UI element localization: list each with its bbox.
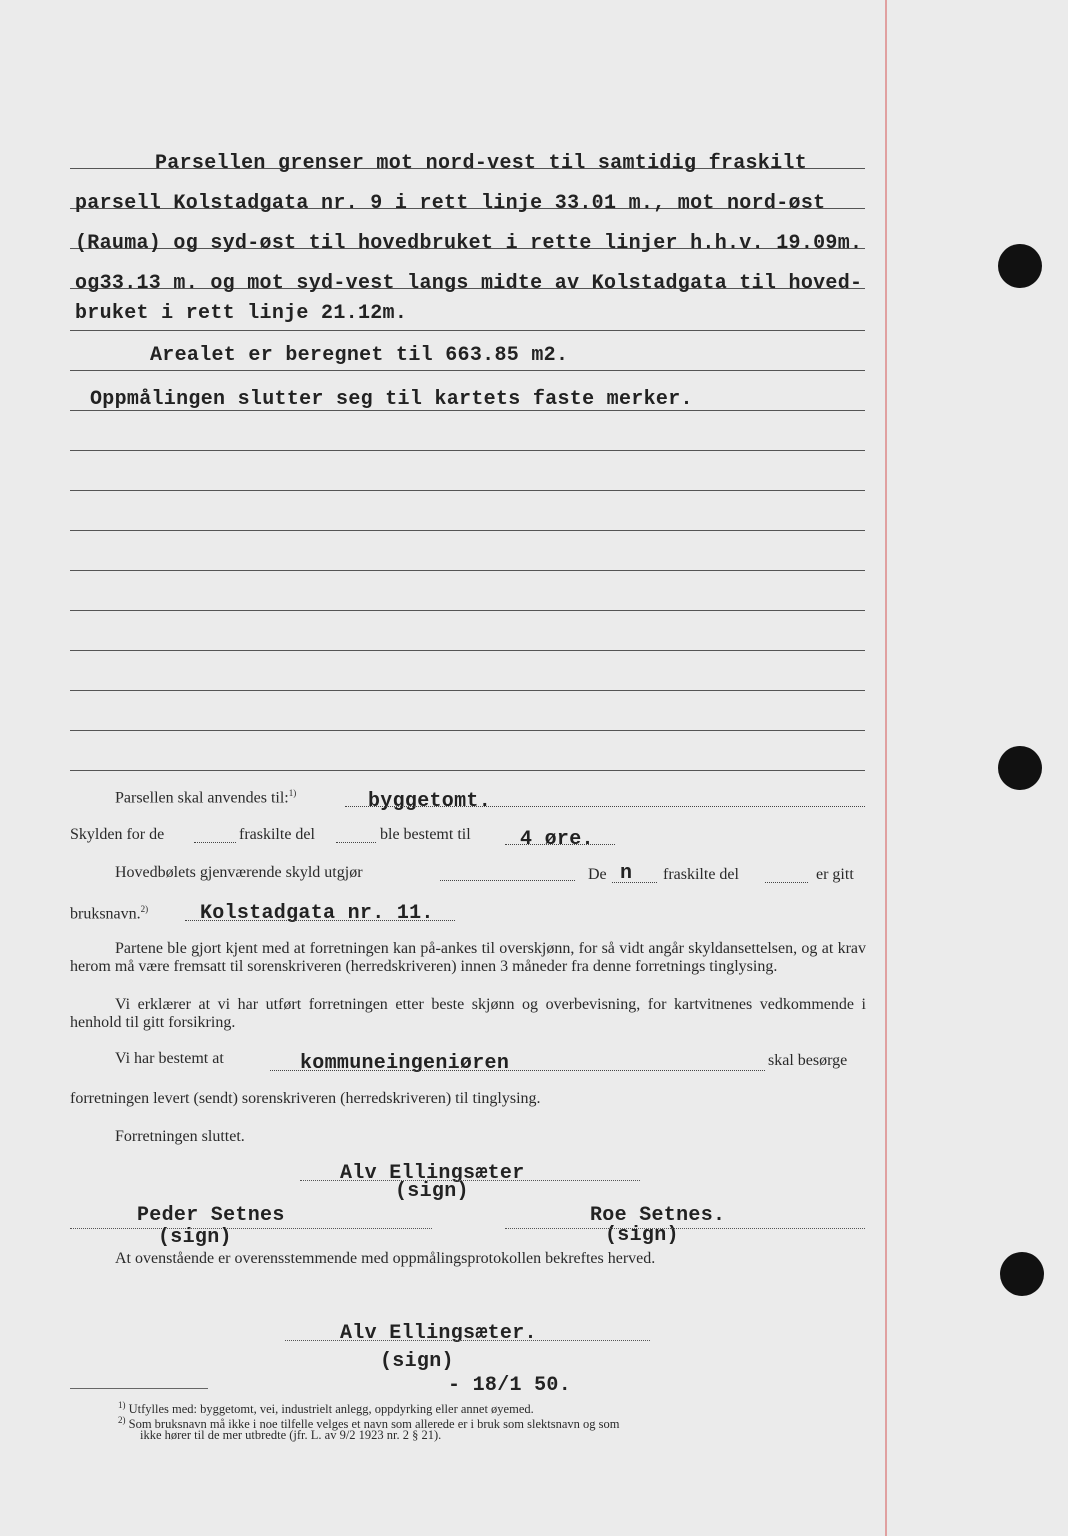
skyld-label-a: Skylden for de bbox=[70, 826, 165, 843]
signature-line bbox=[285, 1340, 650, 1341]
use-label: Parsellen skal anvendes til:$^{1)}$ bbox=[115, 788, 297, 807]
skyld-label-c: ble bestemt til bbox=[380, 826, 471, 843]
ruled-line bbox=[70, 530, 865, 531]
ruled-line bbox=[70, 610, 865, 611]
hoved-label-b: De bbox=[588, 866, 607, 883]
appeal-paragraph: Partene ble gjort kjent med at forretningen kan på-ankes til overskjønn, for så vidt angår skyldansettelsen, og at krav herom må være fremsatt til sorenskriveren (herredskriveren) innen 3 måneder fra denne forretnings tinglysing. bbox=[70, 940, 866, 975]
signature-name: Alv Ellingsæter. bbox=[340, 1322, 537, 1345]
bestemt-label-b: skal besørge bbox=[768, 1052, 848, 1069]
attest-text: At ovenstående er overensstemmende med oppmålingsprotokollen bekreftes herved. bbox=[115, 1250, 656, 1267]
hoved-n: n bbox=[620, 862, 633, 885]
skyld-label-b: fraskilte del bbox=[239, 826, 315, 843]
skyld-dots-1 bbox=[194, 842, 236, 843]
body-line: Arealet er beregnet til 663.85 m2. bbox=[150, 344, 569, 367]
body-line: Oppmålingen slutter seg til kartets faste merker. bbox=[90, 388, 693, 411]
sluttet-text: Forretningen sluttet. bbox=[115, 1128, 245, 1145]
ruled-line bbox=[70, 450, 865, 451]
signature-sign: (sign) bbox=[158, 1226, 232, 1249]
ruled-line bbox=[70, 650, 865, 651]
signature-name: Roe Setnes. bbox=[590, 1204, 726, 1227]
levert-text: forretningen levert (sendt) sorenskriveren (herredskriveren) til tinglysing. bbox=[70, 1090, 541, 1107]
ruled-line bbox=[70, 490, 865, 491]
skyld-value: 4 øre. bbox=[520, 828, 594, 851]
body-line: bruket i rett linje 21.12m. bbox=[75, 302, 408, 325]
signature-sign: (sign) bbox=[395, 1180, 469, 1203]
ruled-line bbox=[70, 770, 865, 771]
hoved-label-a: Hovedbølets gjenværende skyld utgjør bbox=[115, 864, 363, 881]
bestemt-line bbox=[270, 1070, 765, 1071]
ruled-line bbox=[70, 370, 865, 371]
skyld-line bbox=[505, 844, 615, 845]
footnote-1: $^{1)}$ Utfylles med: byggetomt, vei, industrielt anlegg, oppdyrking eller annet øyemed. bbox=[118, 1400, 534, 1417]
use-value: byggetomt. bbox=[368, 790, 492, 813]
bruks-label: bruksnavn.$^{2)}$ bbox=[70, 904, 149, 923]
bruks-value: Kolstadgata nr. 11. bbox=[200, 902, 434, 925]
signature-line bbox=[70, 1228, 432, 1229]
signature-sign: (sign) bbox=[380, 1350, 454, 1373]
ruled-line bbox=[70, 330, 865, 331]
footnote-2: $^{2)}$ Som bruksnavn må ikke i noe tilfelle velges et navn som allerede er i bruk som slektsnavn og som bbox=[118, 1415, 620, 1432]
declaration-paragraph: Vi erklærer at vi har utført forretningen etter beste skjønn og overbevisning, for kartvitnenes vedkommende i henhold til gitt forsikring. bbox=[70, 996, 866, 1031]
body-line: Parsellen grenser mot nord-vest til samtidig fraskilt bbox=[155, 152, 808, 175]
punch-hole bbox=[1000, 1252, 1044, 1296]
hoved-dots-2 bbox=[612, 882, 657, 883]
footnote-rule bbox=[70, 1388, 208, 1389]
signature-name: Peder Setnes bbox=[137, 1204, 285, 1227]
ruled-line bbox=[70, 690, 865, 691]
hoved-label-c: fraskilte del bbox=[663, 866, 739, 883]
body-line: parsell Kolstadgata nr. 9 i rett linje 33.01 m., mot nord-øst bbox=[75, 192, 826, 215]
hoved-dots-1 bbox=[440, 880, 575, 881]
bruks-line bbox=[185, 920, 455, 921]
body-line: og33.13 m. og mot syd-vest langs midte av Kolstadgata til hoved- bbox=[75, 272, 863, 295]
signature-line bbox=[505, 1228, 865, 1229]
signature-name: Alv Ellingsæter bbox=[340, 1162, 525, 1185]
bestemt-value: kommuneingeniøren bbox=[300, 1052, 510, 1075]
signature-line bbox=[300, 1180, 640, 1181]
skyld-dots-2 bbox=[336, 842, 376, 843]
bestemt-label: Vi har bestemt at bbox=[115, 1050, 224, 1067]
footnote-2-cont: ikke hører til de mer utbredte (jfr. L. av 9/2 1923 nr. 2 § 21). bbox=[140, 1428, 442, 1442]
margin-rule bbox=[885, 0, 887, 1536]
ruled-line bbox=[70, 570, 865, 571]
punch-hole bbox=[998, 244, 1042, 288]
hoved-dots-3 bbox=[765, 882, 808, 883]
body-line: (Rauma) og syd-øst til hovedbruket i rette linjer h.h.v. 19.09m. bbox=[75, 232, 863, 255]
use-line bbox=[345, 806, 865, 807]
signature-sign: (sign) bbox=[605, 1224, 679, 1247]
date-stamp: - 18/1 50. bbox=[448, 1374, 572, 1397]
ruled-line bbox=[70, 730, 865, 731]
hoved-label-d: er gitt bbox=[816, 866, 854, 883]
punch-hole bbox=[998, 746, 1042, 790]
